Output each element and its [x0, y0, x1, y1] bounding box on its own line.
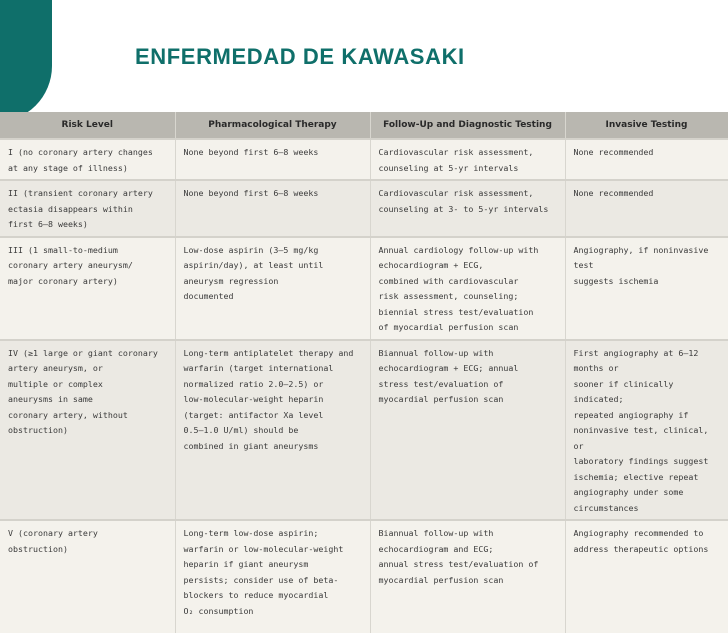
risk-table	[0, 112, 728, 633]
cell-pharm: Low-dose aspirin (3–5 mg/kg aspirin/day), at least until aneurysm regression documented	[175, 237, 370, 340]
table-row	[0, 139, 728, 180]
cell-follow: Biannual follow-up with echocardiogram + ECG; annual stress test/evaluation of myocardial perfusion scan	[370, 340, 565, 521]
cell-risk: II (transient coronary artery ectasia disappears within first 6–8 weeks)	[0, 180, 175, 237]
table-row	[0, 340, 728, 521]
cell-pharm: Long-term low-dose aspirin; warfarin or low-molecular-weight heparin if giant aneurysm persists; consider use of beta- blockers to reduce myocardial O₂ consumption	[175, 520, 370, 633]
table-row	[0, 520, 728, 633]
cell-follow: Annual cardiology follow-up with echocardiogram + ECG, combined with cardiovascular risk assessment, counseling; biennial stress test/evaluation of myocardial perfusion scan	[370, 237, 565, 340]
cell-pharm: Long-term antiplatelet therapy and warfarin (target international normalized ratio 2.0–2.5) or low-molecular-weight heparin (target: antifactor Xa level 0.5–1.0 U/ml) should be combined in giant aneurysms	[175, 340, 370, 521]
table-row	[0, 180, 728, 237]
risk-table-image	[0, 112, 728, 616]
cell-risk: III (1 small-to-medium coronary artery aneurysm/ major coronary artery)	[0, 237, 175, 340]
cell-risk: IV (≥1 large or giant coronary artery aneurysm, or multiple or complex aneurysms in same coronary artery, without obstruction)	[0, 340, 175, 521]
cell-invasive: None recommended	[565, 180, 728, 237]
cell-risk: V (coronary artery obstruction)	[0, 520, 175, 633]
cell-invasive: Angiography recommended to address therapeutic options	[565, 520, 728, 633]
cell-risk: I (no coronary artery changes at any stage of illness)	[0, 139, 175, 180]
cell-pharm: None beyond first 6–8 weeks	[175, 180, 370, 237]
cell-follow: Cardiovascular risk assessment, counseling at 5-yr intervals	[370, 139, 565, 180]
cell-invasive: Angiography, if noninvasive test suggests ischemia	[565, 237, 728, 340]
header-pharmacological-therapy: Pharmacological Therapy	[175, 112, 370, 139]
header-invasive-testing: Invasive Testing	[565, 112, 728, 139]
cell-invasive: First angiography at 6–12 months or sooner if clinically indicated; repeated angiography if noninvasive test, clinical, or laboratory findings suggest ischemia; elective repeat angiography under some circumstances	[565, 340, 728, 521]
cell-pharm: None beyond first 6–8 weeks	[175, 139, 370, 180]
header-follow-up: Follow-Up and Diagnostic Testing	[370, 112, 565, 139]
page-title: ENFERMEDAD DE KAWASAKI	[135, 44, 465, 69]
table-header-row	[0, 112, 728, 139]
table-row	[0, 237, 728, 340]
header-risk-level: Risk Level	[0, 112, 175, 139]
corner-decoration	[0, 0, 52, 122]
cell-follow: Biannual follow-up with echocardiogram and ECG; annual stress test/evaluation of myocardial perfusion scan	[370, 520, 565, 633]
cell-invasive: None recommended	[565, 139, 728, 180]
cell-follow: Cardiovascular risk assessment, counseling at 3- to 5-yr intervals	[370, 180, 565, 237]
